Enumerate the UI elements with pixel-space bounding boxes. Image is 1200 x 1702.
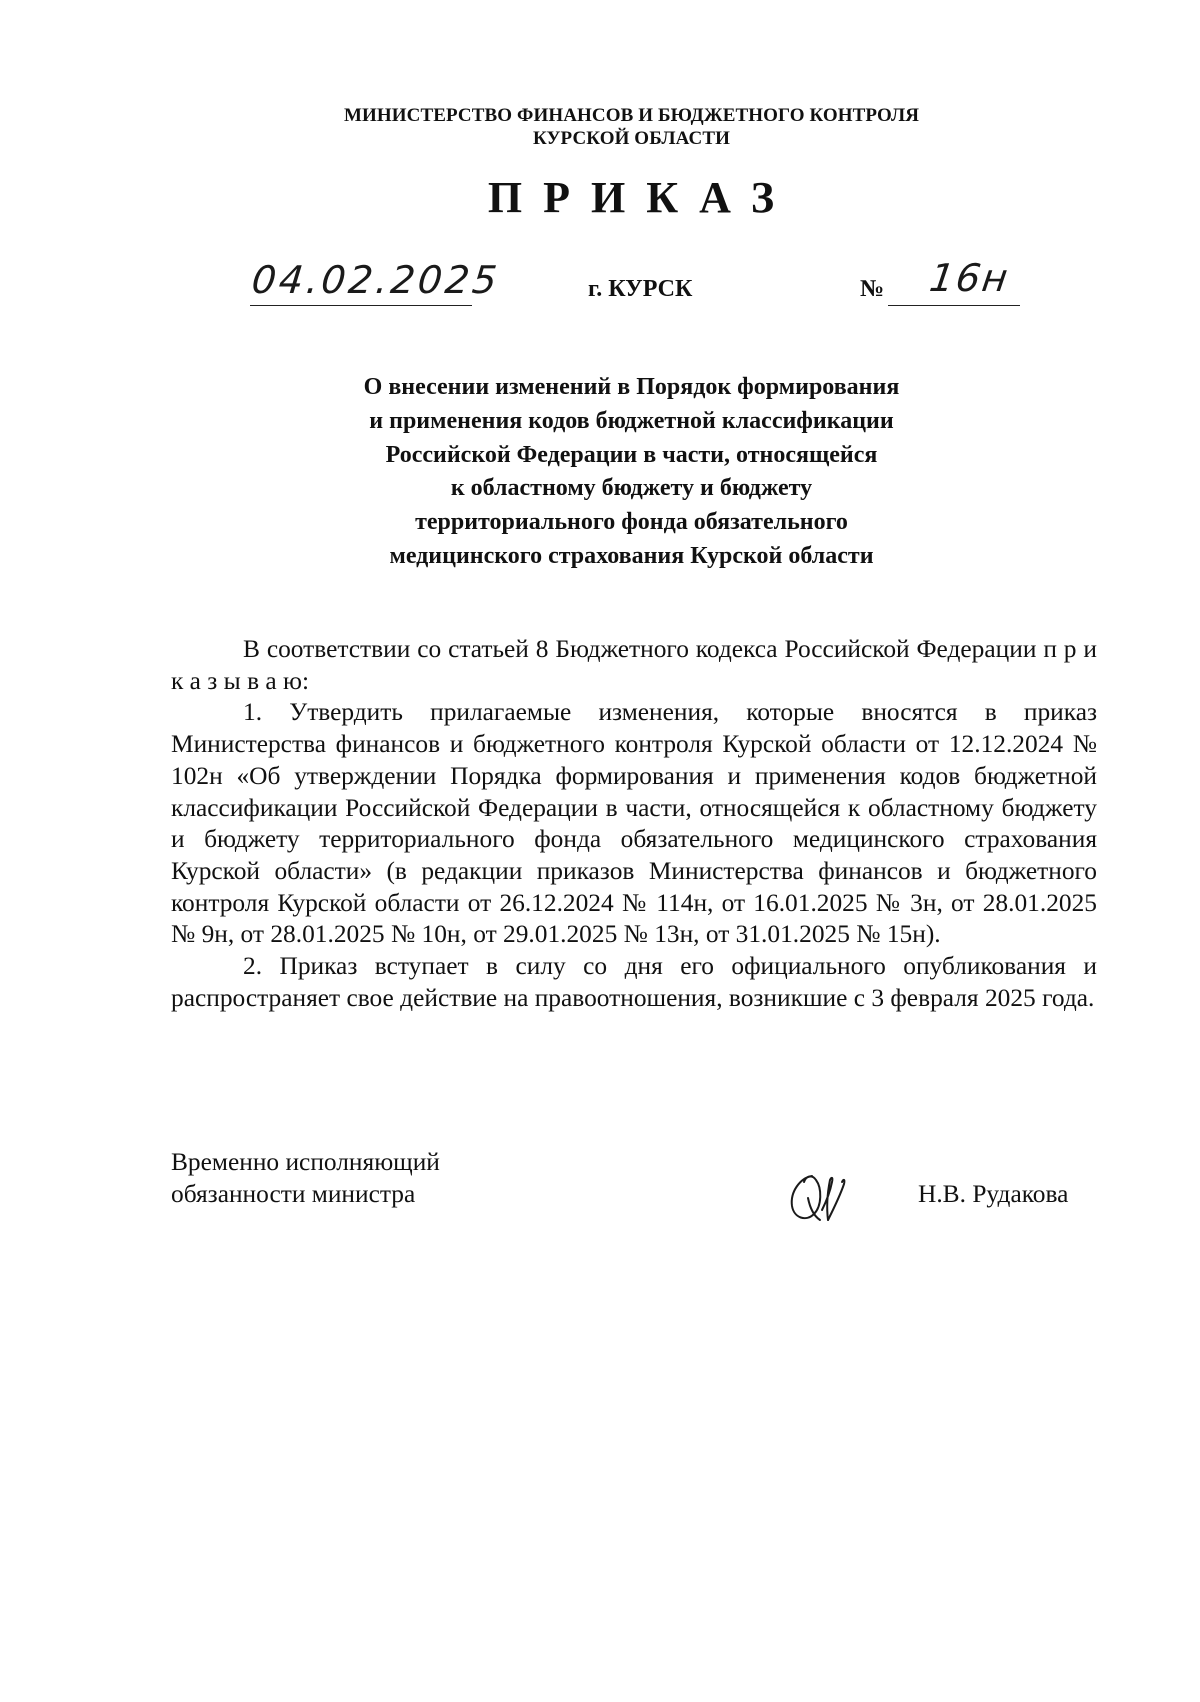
order-body [171, 634, 1097, 1014]
date-underline [250, 305, 472, 306]
ministry-name-line-1: МИНИСТЕРСТВО ФИНАНСОВ И БЮДЖЕТНОГО КОНТРОЛЯ [343, 105, 920, 126]
item-1-paragraph: 1. Утвердить прилагаемые изменения, которые вносятся в приказ Министерства финансов и бюджетного контроля Курской области от 12.12.2024 № 102н «Об утверждении Порядка формирования и применения кодов бюджетной классификации Российской Федерации в части, относящейся к областному бюджету и бюджету территориального фонда обязательного медицинского страхования Курской области» (в редакции приказов Министерства финансов и бюджетного контроля Курской области от 26.12.2024 № 114н, от 16.01.2025 № 3н, от 28.01.2025 № 9н, от 28.01.2025 № 10н, от 29.01.2025 № 13н, от 31.01.2025 № 15н). [171, 698, 1097, 949]
handwritten-number: 16н [926, 256, 1013, 300]
subject-line: Российской Федерации в части, относящейся [385, 441, 878, 468]
signer-position-line-2: обязанности министра [171, 1180, 416, 1208]
number-sign: № [860, 276, 885, 302]
subject-line: О внесении изменений в Порядок формирования [363, 374, 900, 400]
intro-paragraph: В соответствии со статьей 8 Бюджетного кодекса Российской Федерации п р и к а з ы в а ю: [171, 635, 1097, 695]
number-underline [888, 305, 1020, 306]
item-2-paragraph: 2. Приказ вступает в силу со дня его официального опубликования и распространяет свое действие на правоотношения, возникшие с 3 февраля 2025 года. [171, 952, 1097, 1012]
signer-name: Н.В. Рудакова [918, 1180, 1069, 1208]
subject-line: медицинского страхования Курской области [389, 542, 874, 569]
signer-position-line-1: Временно исполняющий [171, 1148, 440, 1176]
handwritten-signature [782, 1168, 852, 1226]
subject-line: к областному бюджету и бюджету [450, 475, 813, 502]
handwritten-date: 04.02.2025 [249, 258, 502, 302]
ministry-header [0, 104, 1200, 150]
subject-line: и применения кодов бюджетной классификации [369, 407, 894, 434]
city: г. КУРСК [588, 276, 693, 302]
subject-line: территориального фонда обязательного [415, 509, 848, 536]
document-type-title: ПРИКАЗ [487, 173, 796, 222]
signer-position [171, 1146, 440, 1210]
ministry-name-line-2: КУРСКОЙ ОБЛАСТИ [533, 128, 730, 149]
order-subject [0, 371, 1200, 574]
